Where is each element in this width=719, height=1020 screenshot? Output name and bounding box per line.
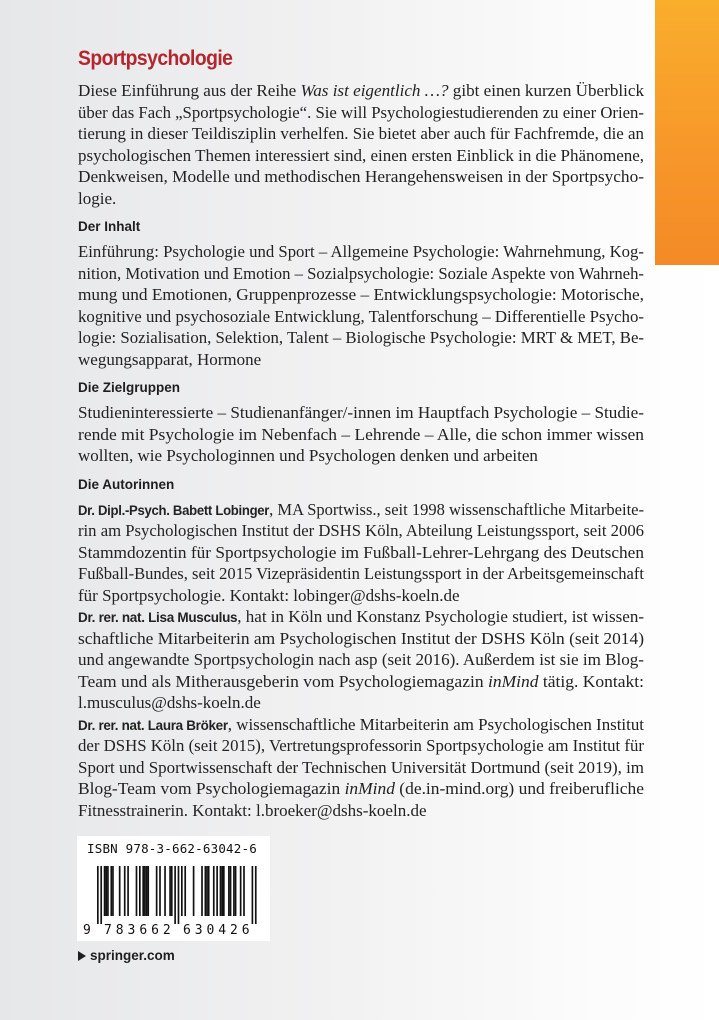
barcode-bar xyxy=(104,866,106,916)
text-line xyxy=(78,692,644,714)
text-segment: tierung in dieser Teildisziplin verhelfen. Sie bietet aber auch für Fachfremde, die an xyxy=(78,124,644,143)
barcode-bar xyxy=(159,866,161,916)
text-line xyxy=(78,585,644,607)
barcode-digit: 6 xyxy=(241,923,250,938)
text-segment: logie. xyxy=(78,188,117,208)
orange-accent-bar xyxy=(655,0,719,265)
text-line xyxy=(78,327,644,349)
text-line-content xyxy=(78,800,427,822)
text-segment: und angewandte Sportpsychologin nach asp (seit 2016). Außerdem ist sie im Blog- xyxy=(78,650,644,669)
sections xyxy=(78,80,644,821)
text-line-content xyxy=(78,80,644,102)
text-line xyxy=(78,499,644,521)
text-line-content xyxy=(78,424,644,446)
text-segment: , hat in Köln und Konstanz Psychologie studiert, ist wissen- xyxy=(237,607,644,626)
publisher-link[interactable] xyxy=(78,948,175,963)
text-line-content xyxy=(78,306,644,328)
italic-text: inMind xyxy=(344,779,395,798)
barcode-bar xyxy=(230,866,232,916)
text-segment: Denkweisen, Modelle und methodischen Herangehensweisen in der Sportpsycho- xyxy=(78,167,644,186)
text-segment: kognitive und psychosoziale Entwicklung, Talentforschung – Differentielle Psycho- xyxy=(78,306,644,326)
barcode-bar xyxy=(240,866,242,916)
text-segment: über das Fach „Sportpsychologie“. Sie will Psychologiestudierenden zu einer Orien- xyxy=(78,102,644,122)
text-line-content xyxy=(78,520,644,542)
section xyxy=(78,475,644,822)
text-segment: Fitnesstrainerin. Kontakt: l.broeker@dshs-koeln.de xyxy=(78,800,427,820)
text-segment: der DSHS Köln (seit 2015), Vertretungsprofessorin Sportpsychologie am Institut für xyxy=(78,736,644,755)
text-segment: , wissenschaftliche Mitarbeiterin am Psychologischen Institut xyxy=(227,714,645,734)
text-segment: gibt einen kurzen Überblick xyxy=(448,81,644,100)
author-name: Dr. rer. nat. Lisa Musculus xyxy=(78,610,238,625)
author-name: Dr. rer. nat. Laura Bröker xyxy=(78,717,228,733)
text-line xyxy=(78,800,644,822)
text-line xyxy=(78,188,644,210)
barcode-bar xyxy=(206,866,208,916)
back-cover-text xyxy=(78,46,644,821)
book-title: Sportpsychologie xyxy=(78,47,233,70)
text-line xyxy=(78,241,644,263)
text-line-content xyxy=(78,402,644,424)
barcode-digit: 9 xyxy=(83,923,91,938)
text-line-content xyxy=(78,757,644,779)
barcode-bar xyxy=(97,866,99,924)
text-line xyxy=(78,402,644,424)
text-line xyxy=(78,349,644,371)
text-line xyxy=(78,263,644,285)
barcode-bar xyxy=(252,866,254,924)
text-line xyxy=(78,424,644,446)
text-line-content xyxy=(78,188,116,210)
text-line xyxy=(78,778,644,800)
isbn-label: ISBN 978-3-662-63042-6 xyxy=(87,841,257,856)
barcode-bar xyxy=(127,866,129,916)
text-segment: rin am Psychologischen Institut der DSHS Köln, Abteilung Leistungssport, seit 2006 xyxy=(78,521,644,540)
barcode-bar xyxy=(205,866,207,916)
barcode-bar xyxy=(169,866,171,916)
text-segment: l.musculus@dshs-koeln.de xyxy=(78,693,261,712)
barcode-bar xyxy=(124,866,126,916)
barcode-bar xyxy=(171,866,173,916)
text-line-content xyxy=(78,606,644,629)
triangle-right-icon xyxy=(78,951,86,961)
text-line xyxy=(78,102,644,124)
text-line-content xyxy=(78,714,644,737)
text-line xyxy=(78,123,644,145)
text-segment: Fußball-Bundes, seit 2015 Vizepräsidentin Leistungssport in der Arbeitsgemeinschaft xyxy=(78,564,644,583)
text-line xyxy=(78,735,644,757)
text-line xyxy=(78,80,644,102)
barcode-digit: 3 xyxy=(194,923,203,938)
text-line-content xyxy=(78,542,644,564)
text-segment: Sport und Sportwissenschaft der Technischen Universität Dortmund (seit 2019), im xyxy=(78,757,644,777)
barcode-bar xyxy=(181,866,183,916)
barcode-bar xyxy=(223,866,225,916)
barcode-digit: 6 xyxy=(139,923,148,938)
text-segment: Stammdozentin für Sportpsychologie im Fußball-Lehrer-Lehrgang des Deutschen xyxy=(78,542,644,562)
barcode-bar xyxy=(193,866,195,916)
barcode-bar xyxy=(139,866,141,916)
section-heading: Der Inhalt xyxy=(78,219,141,234)
barcode-digit: 4 xyxy=(218,923,227,938)
barcode-bar xyxy=(235,866,237,916)
barcode-bar xyxy=(144,866,146,916)
text-segment: (de.in-mind.org) und freiberufliche xyxy=(394,779,644,798)
barcode-bar xyxy=(255,866,257,924)
barcode-bar xyxy=(243,866,245,916)
text-segment: Diese Einführung aus der Reihe xyxy=(78,81,301,100)
barcode-bar xyxy=(100,866,102,924)
barcode-bar xyxy=(136,866,138,916)
text-line-content xyxy=(78,166,644,188)
barcode-digit: 6 xyxy=(183,923,191,938)
barcode-bar xyxy=(174,866,176,924)
text-line-content xyxy=(78,563,644,585)
text-segment: psychologischen Themen interessiert sind, einen ersten Einblick in die Phänomene, xyxy=(78,145,644,165)
barcode-bar xyxy=(220,866,222,916)
section-heading: Die Zielgruppen xyxy=(78,380,181,395)
section xyxy=(78,378,644,467)
text-segment: mung und Emotionen, Gruppenprozesse – Entwicklungspsychologie: Motorische, xyxy=(78,285,645,304)
text-line-content xyxy=(78,263,644,285)
text-line xyxy=(78,649,644,671)
barcode-bar xyxy=(184,866,186,916)
text-segment: Blog-Team vom Psychologiemagazin xyxy=(78,779,345,798)
text-segment: wegungsapparat, Hormone xyxy=(78,349,262,369)
isbn-barcode xyxy=(77,836,270,941)
text-line-content xyxy=(78,102,644,124)
text-line xyxy=(78,714,644,736)
barcode-digit: 0 xyxy=(206,923,215,938)
text-segment: logie: Sozialisation, Selektion, Talent – Biologische Psychologie: MRT & MET, Be- xyxy=(78,328,644,347)
text-line xyxy=(78,284,644,306)
text-line-content xyxy=(78,145,644,167)
barcode-digit: 8 xyxy=(115,923,124,938)
text-line xyxy=(78,306,644,328)
text-line-content xyxy=(78,445,538,467)
text-line-content xyxy=(78,123,644,145)
barcode-bar xyxy=(142,866,144,916)
text-line-content xyxy=(78,349,261,371)
text-line xyxy=(78,445,644,467)
barcode-bar xyxy=(178,866,180,924)
barcode-bar xyxy=(213,866,215,916)
barcode-digit: 2 xyxy=(162,923,171,938)
barcode-digit: 3 xyxy=(127,923,136,938)
text-line-content xyxy=(78,628,644,650)
publisher-link-label: springer.com xyxy=(90,948,175,963)
section xyxy=(78,80,644,209)
barcode-bar xyxy=(228,866,230,916)
barcode-bar xyxy=(146,866,148,916)
text-line xyxy=(78,606,644,628)
text-line xyxy=(78,757,644,779)
italic-text: Was ist eigentlich …? xyxy=(300,81,449,100)
text-line xyxy=(78,563,644,585)
text-segment: wollten, wie Psychologinnen und Psychologen denken und arbeiten xyxy=(78,446,538,465)
barcode-digit: 6 xyxy=(151,923,159,938)
text-line-content xyxy=(78,499,644,522)
text-segment: Team und als Mitherausgeberin vom Psychologiemagazin xyxy=(78,671,488,691)
barcode-bars xyxy=(77,836,270,941)
barcode-bar xyxy=(147,866,149,916)
barcode-bar xyxy=(110,866,112,916)
barcode-bar xyxy=(105,866,107,916)
author-name: Dr. Dipl.-Psych. Babett Lobinger xyxy=(78,502,270,518)
barcode-bar xyxy=(233,866,235,916)
barcode-bar xyxy=(208,866,210,916)
text-segment: Einführung: Psychologie und Sport – Allgemeine Psychologie: Wahrnehmung, Kog- xyxy=(78,242,644,261)
text-segment: tätig. Kontakt: xyxy=(538,671,644,691)
barcode-digit: 7 xyxy=(104,923,112,938)
text-segment: Studieninteressierte – Studienanfänger/-innen im Hauptfach Psychologie – Studie- xyxy=(78,403,644,422)
barcode-bar xyxy=(112,866,114,916)
section xyxy=(78,217,644,370)
italic-text: inMind xyxy=(487,671,539,691)
text-segment: rende mit Psychologie im Nebenfach – Lehrende – Alle, die schon immer wissen xyxy=(78,424,644,444)
text-segment: , MA Sportwiss., seit 1998 wissenschaftliche Mitarbeite- xyxy=(269,499,644,519)
text-line-content xyxy=(78,649,644,671)
text-segment: nition, Motivation und Emotion – Sozialpsychologie: Soziale Aspekte von Wahrneh- xyxy=(78,263,644,283)
barcode-bar xyxy=(164,866,166,916)
text-line-content xyxy=(78,735,644,757)
text-line xyxy=(78,628,644,650)
text-line-content xyxy=(78,778,644,800)
text-line xyxy=(78,520,644,542)
barcode-bar xyxy=(119,866,121,916)
barcode-bar xyxy=(221,866,223,916)
barcode-bar xyxy=(201,866,203,916)
text-line-content xyxy=(78,692,261,714)
text-line xyxy=(78,145,644,167)
barcode-bar xyxy=(156,866,158,916)
text-line-content xyxy=(78,585,460,607)
text-segment: schaftliche Mitarbeiterin am Psychologischen Institut der DSHS Köln (seit 2014) xyxy=(78,628,644,648)
text-line xyxy=(78,166,644,188)
barcode-bar xyxy=(107,866,109,916)
section-heading: Die Autorinnen xyxy=(78,476,175,492)
text-line-content xyxy=(78,241,644,263)
text-line xyxy=(78,542,644,564)
text-line xyxy=(78,671,644,693)
text-line-content xyxy=(78,284,644,306)
text-line-content xyxy=(78,327,644,349)
text-line-content xyxy=(78,671,644,693)
barcode-digit: 2 xyxy=(230,923,238,938)
text-segment: für Sportpsychologie. Kontakt: lobinger@dshs-koeln.de xyxy=(78,585,460,605)
barcode-bar xyxy=(216,866,218,916)
